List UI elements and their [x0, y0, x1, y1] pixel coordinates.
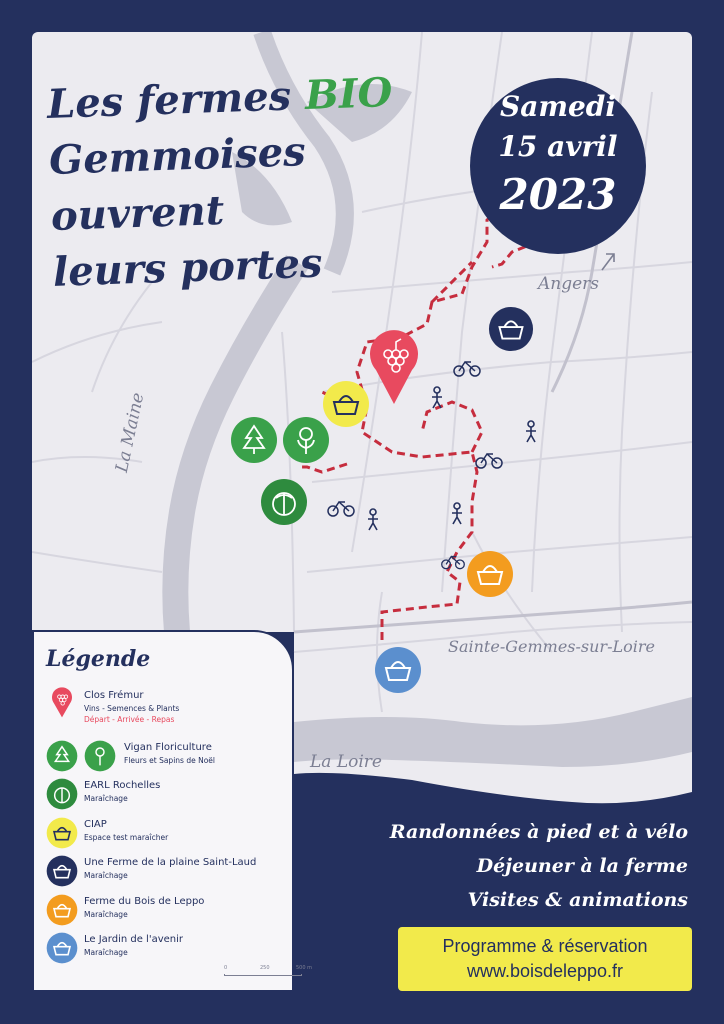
scale-label-0: 0 [224, 965, 228, 971]
date-date: 15 avril [498, 130, 618, 163]
legend-item-name: Clos Frémur [84, 690, 144, 701]
label-angers: Angers [538, 274, 600, 294]
legend-item-name: Vigan Floriculture [124, 742, 212, 753]
fir-tree-icon[interactable] [230, 416, 278, 464]
scale-bar [224, 965, 314, 985]
walker-icon [448, 502, 466, 526]
label-la-loire: La Loire [310, 752, 382, 772]
legend-item-name: Le Jardin de l'avenir [84, 934, 184, 945]
title-line-1: Les fermes BIO [46, 68, 394, 129]
legend-item-name: EARL Rochelles [84, 780, 161, 791]
activity-item: Randonnées à pied et à vélo [389, 821, 688, 843]
basket-icon[interactable] [488, 306, 534, 352]
scale-label-250: 250 [260, 965, 270, 971]
legend-item-sub: Fleurs et Sapins de Noël [124, 756, 215, 765]
scale-label-500: 500 m [296, 965, 313, 971]
legend-item-sub: Maraîchage [84, 910, 128, 919]
legend-item-name: CIAP [84, 819, 107, 830]
legend-item-sub: Espace test maraîcher [84, 833, 169, 842]
fir-tree-icon [46, 740, 78, 772]
date-badge [470, 78, 646, 254]
label-la-maine: La Maine [112, 390, 149, 475]
basket-icon[interactable] [466, 550, 514, 598]
flower-icon[interactable] [282, 416, 330, 464]
legend-item-sub: Maraîchage [84, 794, 128, 803]
legend-item-sub: Vins - Semences & Plants [84, 704, 180, 713]
title-line-4: leurs portes [52, 239, 324, 296]
legend-item-earl-rochelles [34, 778, 294, 818]
arrow-icon [598, 250, 618, 274]
legend-item-sub-extra: Départ - Arrivée - Repas [84, 715, 175, 724]
cta-label: Programme & réservation [442, 936, 648, 956]
title-line-3: ouvrent [50, 186, 225, 240]
legend-item-ciap [34, 817, 294, 857]
legend-item-bois-de-leppo [34, 894, 294, 934]
activity-item: Visites & animations [467, 889, 688, 911]
basket-icon[interactable] [374, 646, 422, 694]
bike-icon [440, 548, 466, 572]
poster-title [46, 63, 454, 301]
bike-icon [474, 446, 504, 470]
lettuce-icon [46, 778, 78, 810]
bike-icon [452, 354, 482, 378]
scale-line [224, 974, 302, 976]
legend-item-sub: Maraîchage [84, 948, 128, 957]
flower-icon [84, 740, 116, 772]
basket-icon [46, 817, 78, 849]
legend-title: Légende [46, 646, 151, 672]
title-line-2: Gemmoises [48, 128, 307, 184]
bike-icon [326, 494, 356, 518]
walker-icon [364, 508, 382, 532]
legend-item-name: Ferme du Bois de Leppo [84, 896, 205, 907]
basket-icon [46, 894, 78, 926]
legend-item-clos-fremur [34, 688, 294, 728]
legend-item-sub: Maraîchage [84, 871, 128, 880]
basket-icon [46, 855, 78, 887]
activity-item: Déjeuner à la ferme [476, 855, 688, 877]
lettuce-icon[interactable] [260, 478, 308, 526]
legend-item-name: Une Ferme de la plaine Saint-Laud [84, 857, 257, 868]
grapes-pin-icon[interactable] [368, 326, 420, 406]
date-day: Samedi [499, 90, 617, 123]
grapes-pin-icon [46, 686, 78, 718]
program-booking-box[interactable] [398, 927, 692, 991]
walker-icon [522, 420, 540, 444]
website-link[interactable]: www.boisdeleppo.fr [466, 961, 624, 981]
basket-icon [46, 932, 78, 964]
walker-icon [428, 386, 446, 410]
activities [390, 815, 688, 917]
legend-item-vigan [34, 740, 294, 780]
date-year: 2023 [499, 170, 617, 219]
title-bio: BIO [304, 68, 394, 120]
legend-item-saint-laud [34, 855, 294, 895]
label-sainte-gemmes: Sainte-Gemmes-sur-Loire [448, 637, 655, 656]
legend [32, 630, 313, 992]
